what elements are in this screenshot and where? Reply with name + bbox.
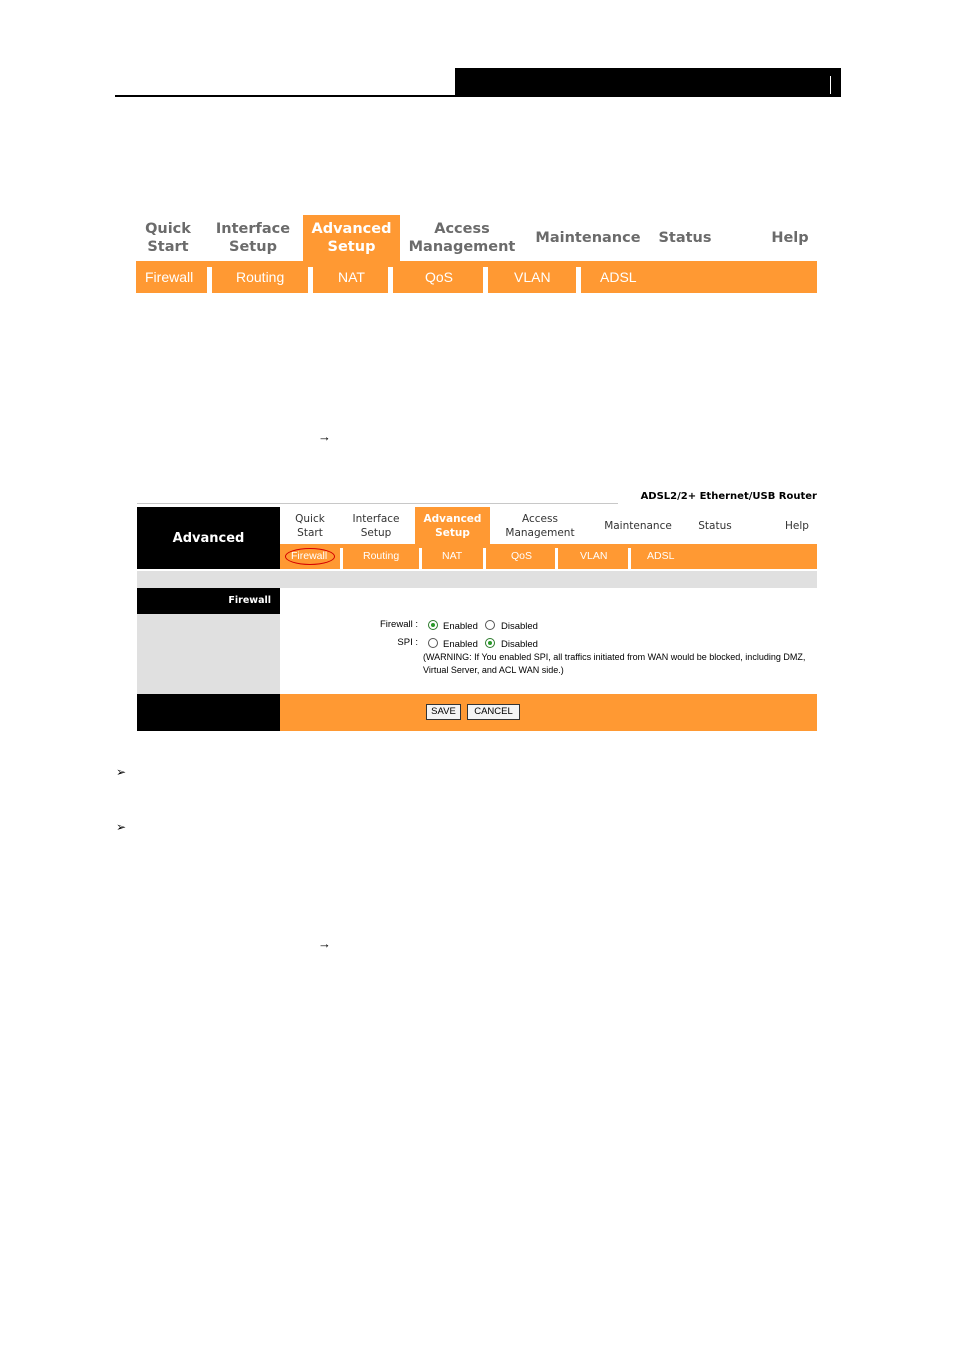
router-subtab-vlan[interactable]: VLAN bbox=[580, 550, 608, 562]
firewall-label: Firewall : bbox=[379, 619, 418, 630]
spi-disabled-label: Disabled bbox=[501, 639, 538, 650]
spi-warning-text: (WARNING: If You enabled SPI, all traffics initiated from WAN would be blocked, including DMZ, Virtual Server, and ACL WAN side.) bbox=[423, 652, 806, 675]
tab-label: Interface Setup bbox=[352, 512, 400, 539]
router-tab-maintenance[interactable] bbox=[596, 507, 680, 544]
subtab-vlan[interactable]: VLAN bbox=[514, 269, 551, 285]
tab-status[interactable] bbox=[656, 215, 714, 261]
tab-access-management[interactable] bbox=[408, 215, 516, 261]
bullet-icon: ➢ bbox=[116, 765, 127, 779]
tab-maintenance[interactable] bbox=[534, 215, 642, 261]
router-sidebar bbox=[137, 614, 280, 694]
subtab-separator bbox=[207, 267, 212, 293]
subtab-routing[interactable]: Routing bbox=[236, 269, 285, 285]
subtab-separator bbox=[308, 267, 313, 293]
router-gray-strip bbox=[137, 571, 817, 588]
router-section-title bbox=[137, 507, 280, 569]
tab-label: Access Management bbox=[408, 221, 516, 255]
tab-label: Status bbox=[658, 230, 712, 246]
tab-label: Status bbox=[698, 519, 732, 532]
router-subtab-routing[interactable]: Routing bbox=[363, 550, 400, 562]
router-subtab-qos[interactable]: QoS bbox=[511, 550, 533, 562]
tab-interface-setup[interactable] bbox=[212, 215, 294, 261]
arrow-icon: → bbox=[318, 429, 331, 444]
main-menu-subtabs bbox=[136, 261, 817, 293]
router-subtab-adsl[interactable]: ADSL bbox=[647, 550, 675, 562]
router-sidebar-title: Firewall bbox=[137, 588, 280, 614]
spi-enabled-radio[interactable] bbox=[428, 638, 438, 648]
subtab-separator bbox=[576, 267, 581, 293]
tab-label: Access Management bbox=[505, 512, 575, 539]
tab-label: Interface Setup bbox=[215, 221, 291, 255]
router-footer bbox=[280, 694, 817, 731]
subtab-separator bbox=[555, 548, 558, 569]
router-tab-help[interactable] bbox=[776, 507, 818, 544]
save-button[interactable]: SAVE bbox=[426, 704, 461, 720]
tab-label: Maintenance bbox=[604, 519, 672, 532]
spi-label: SPI : bbox=[397, 637, 418, 648]
firewall-disabled-radio[interactable] bbox=[485, 620, 495, 630]
subtab-separator bbox=[419, 548, 422, 569]
tab-label: Advanced Setup bbox=[311, 221, 392, 255]
page-header-rule bbox=[115, 95, 841, 97]
tab-label: Quick Start bbox=[295, 512, 325, 539]
tab-label: Help bbox=[771, 230, 809, 246]
tab-label: Maintenance bbox=[535, 230, 641, 246]
subtab-separator bbox=[340, 548, 343, 569]
router-subtabs bbox=[280, 544, 817, 569]
router-tab-quick-start[interactable] bbox=[283, 507, 337, 544]
router-tab-interface-setup[interactable] bbox=[343, 507, 409, 544]
tab-advanced-setup[interactable] bbox=[303, 215, 400, 261]
cancel-button[interactable]: CANCEL bbox=[467, 704, 520, 720]
arrow-icon: → bbox=[318, 936, 331, 951]
spi-enabled-label: Enabled bbox=[443, 639, 478, 650]
firewall-enabled-radio[interactable] bbox=[428, 620, 438, 630]
subtab-adsl[interactable]: ADSL bbox=[600, 269, 637, 285]
subtab-separator bbox=[483, 548, 486, 569]
router-tab-access-management[interactable] bbox=[496, 507, 584, 544]
spi-disabled-radio[interactable] bbox=[485, 638, 495, 648]
firewall-disabled-label: Disabled bbox=[501, 621, 538, 632]
firewall-enabled-label: Enabled bbox=[443, 621, 478, 632]
tab-label: Help bbox=[785, 519, 809, 532]
router-footer-left bbox=[137, 694, 280, 731]
router-subtab-firewall[interactable]: Firewall bbox=[291, 550, 328, 562]
subtab-separator bbox=[628, 548, 631, 569]
page-header-bar bbox=[455, 68, 841, 97]
tab-label: Advanced Setup bbox=[423, 512, 482, 539]
tab-label: Quick Start bbox=[145, 221, 191, 255]
router-tab-advanced-setup[interactable] bbox=[415, 507, 490, 544]
bullet-icon: ➢ bbox=[116, 820, 127, 834]
section-label: Advanced bbox=[172, 530, 245, 546]
subtab-separator bbox=[388, 267, 393, 293]
subtab-qos[interactable]: QoS bbox=[425, 269, 454, 285]
router-subtab-nat[interactable]: NAT bbox=[442, 550, 463, 562]
tab-help[interactable] bbox=[766, 215, 814, 261]
router-tab-status[interactable] bbox=[690, 507, 740, 544]
main-menu-tabs bbox=[136, 215, 817, 261]
router-brand: ADSL2/2+ Ethernet/USB Router bbox=[640, 491, 817, 502]
router-top-line bbox=[137, 503, 618, 504]
subtab-separator bbox=[483, 267, 488, 293]
main-menu bbox=[136, 215, 817, 293]
subtab-firewall[interactable]: Firewall bbox=[145, 269, 194, 285]
tab-quick-start[interactable] bbox=[136, 215, 200, 261]
subtab-nat[interactable]: NAT bbox=[338, 269, 365, 285]
